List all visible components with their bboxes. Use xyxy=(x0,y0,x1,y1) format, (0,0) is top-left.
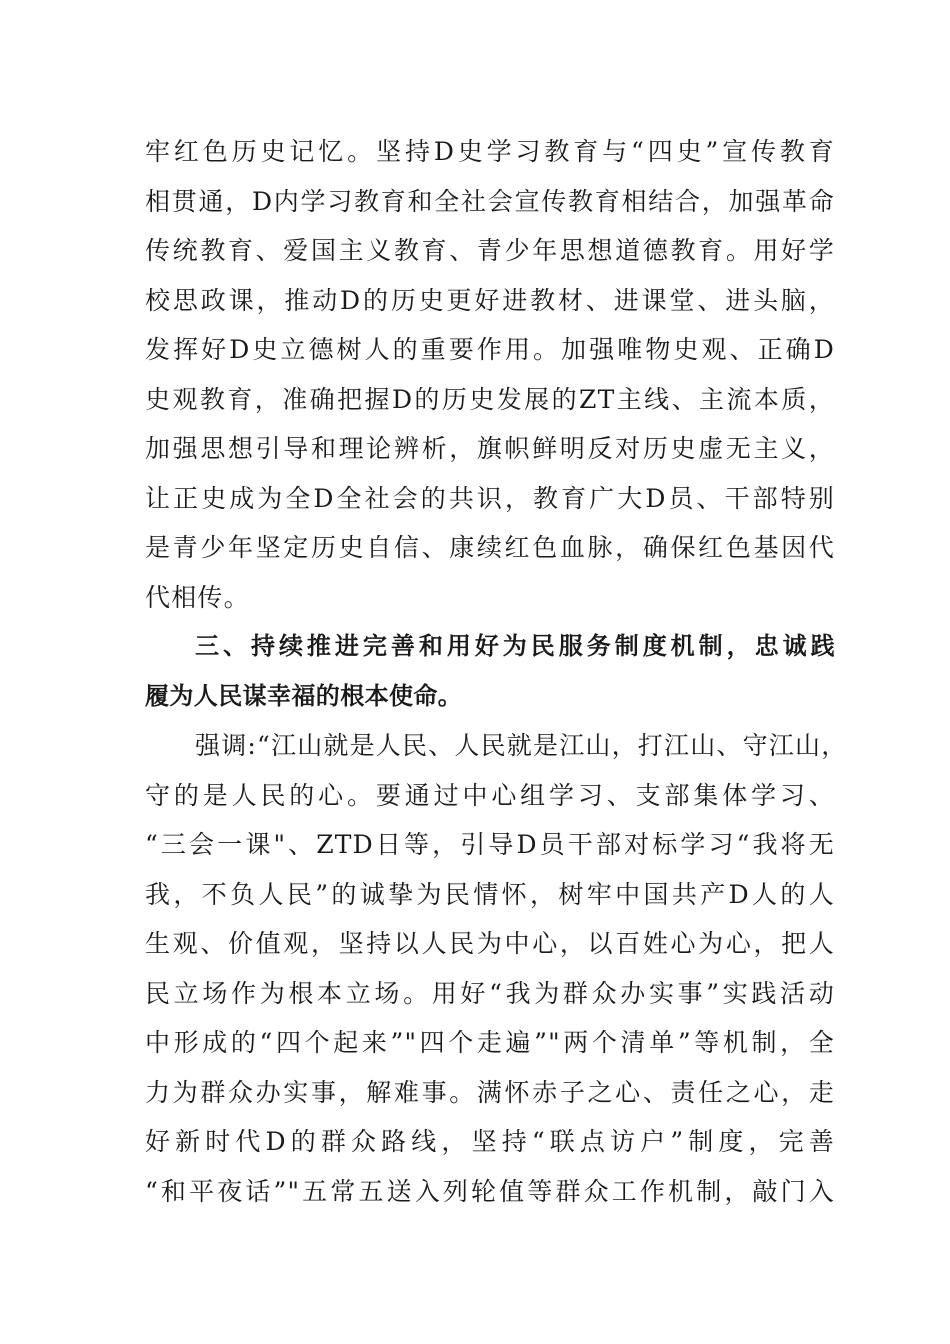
paragraph-line-16: 我，不负人民”的诚挚为民情怀，树牢中国共产D人的人 xyxy=(145,879,835,909)
paragraph-line-21: 好新时代D的群众路线，坚持“联点访户”制度，完善 xyxy=(145,1127,835,1156)
paragraph-line-9: 是青少年坚定历史自信、康续红色血脉，确保红色基因代 xyxy=(145,533,835,562)
paragraph-line-19: 中形成的“四个起来”"四个走遍”"两个清单”等机制，全 xyxy=(145,1028,835,1057)
paragraph-line-7: 加强思想引导和理论辨析，旗帜鲜明反对历史虚无主义， xyxy=(145,434,835,463)
paragraph-line-15: “三会一课"、ZTD日等，引导D员干部对标学习“我将无 xyxy=(145,830,835,859)
paragraph-line-6: 史观教育，准确把握D的历史发展的ZT主线、主流本质， xyxy=(145,384,835,414)
paragraph-line-1: 牢红色历史记忆。坚持D史学习教育与“四史”宣传教育 xyxy=(145,137,835,166)
paragraph-line-20: 力为群众办实事，解难事。满怀赤子之心、责任之心，走 xyxy=(145,1077,835,1107)
paragraph-line-18: 民立场作为根本立场。用好“我为群众办实事”实践活动 xyxy=(145,978,835,1008)
paragraph-line-13: 强调:“江山就是人民、人民就是江山，打江山、守江山， xyxy=(195,731,848,760)
paragraph-line-2: 相贯通，D内学习教育和全社会宣传教育相结合，加强革命 xyxy=(145,186,835,216)
paragraph-line-8: 让正史成为全D全社会的共识，教育广大D员、干部特别 xyxy=(145,483,835,513)
section-heading-line-2: 履为人民谋幸福的根本使命。 xyxy=(145,681,463,710)
paragraph-line-14: 守的是人民的心。要通过中心组学习、支部集体学习、 xyxy=(145,780,835,810)
paragraph-line-10: 代相传。 xyxy=(145,582,250,612)
paragraph-line-4: 校思政课，推动D的历史更好进教材、进课堂、进头脑， xyxy=(145,285,835,315)
paragraph-line-22: “和平夜话”"五常五送入列轮值等群众工作机制，敲门入 xyxy=(145,1176,835,1206)
paragraph-line-17: 生观、价值观，坚持以人民为中心，以百姓心为心，把人 xyxy=(145,929,835,958)
paragraph-line-5: 发挥好D史立德树人的重要作用。加强唯物史观、正确D xyxy=(145,335,835,364)
document-body xyxy=(145,127,848,1216)
paragraph-line-3: 传统教育、爱国主义教育、青少年思想道德教育。用好学 xyxy=(145,236,835,265)
section-heading-line-1: 三、持续推进完善和用好为民服务制度机制，忠诚践 xyxy=(195,632,835,660)
